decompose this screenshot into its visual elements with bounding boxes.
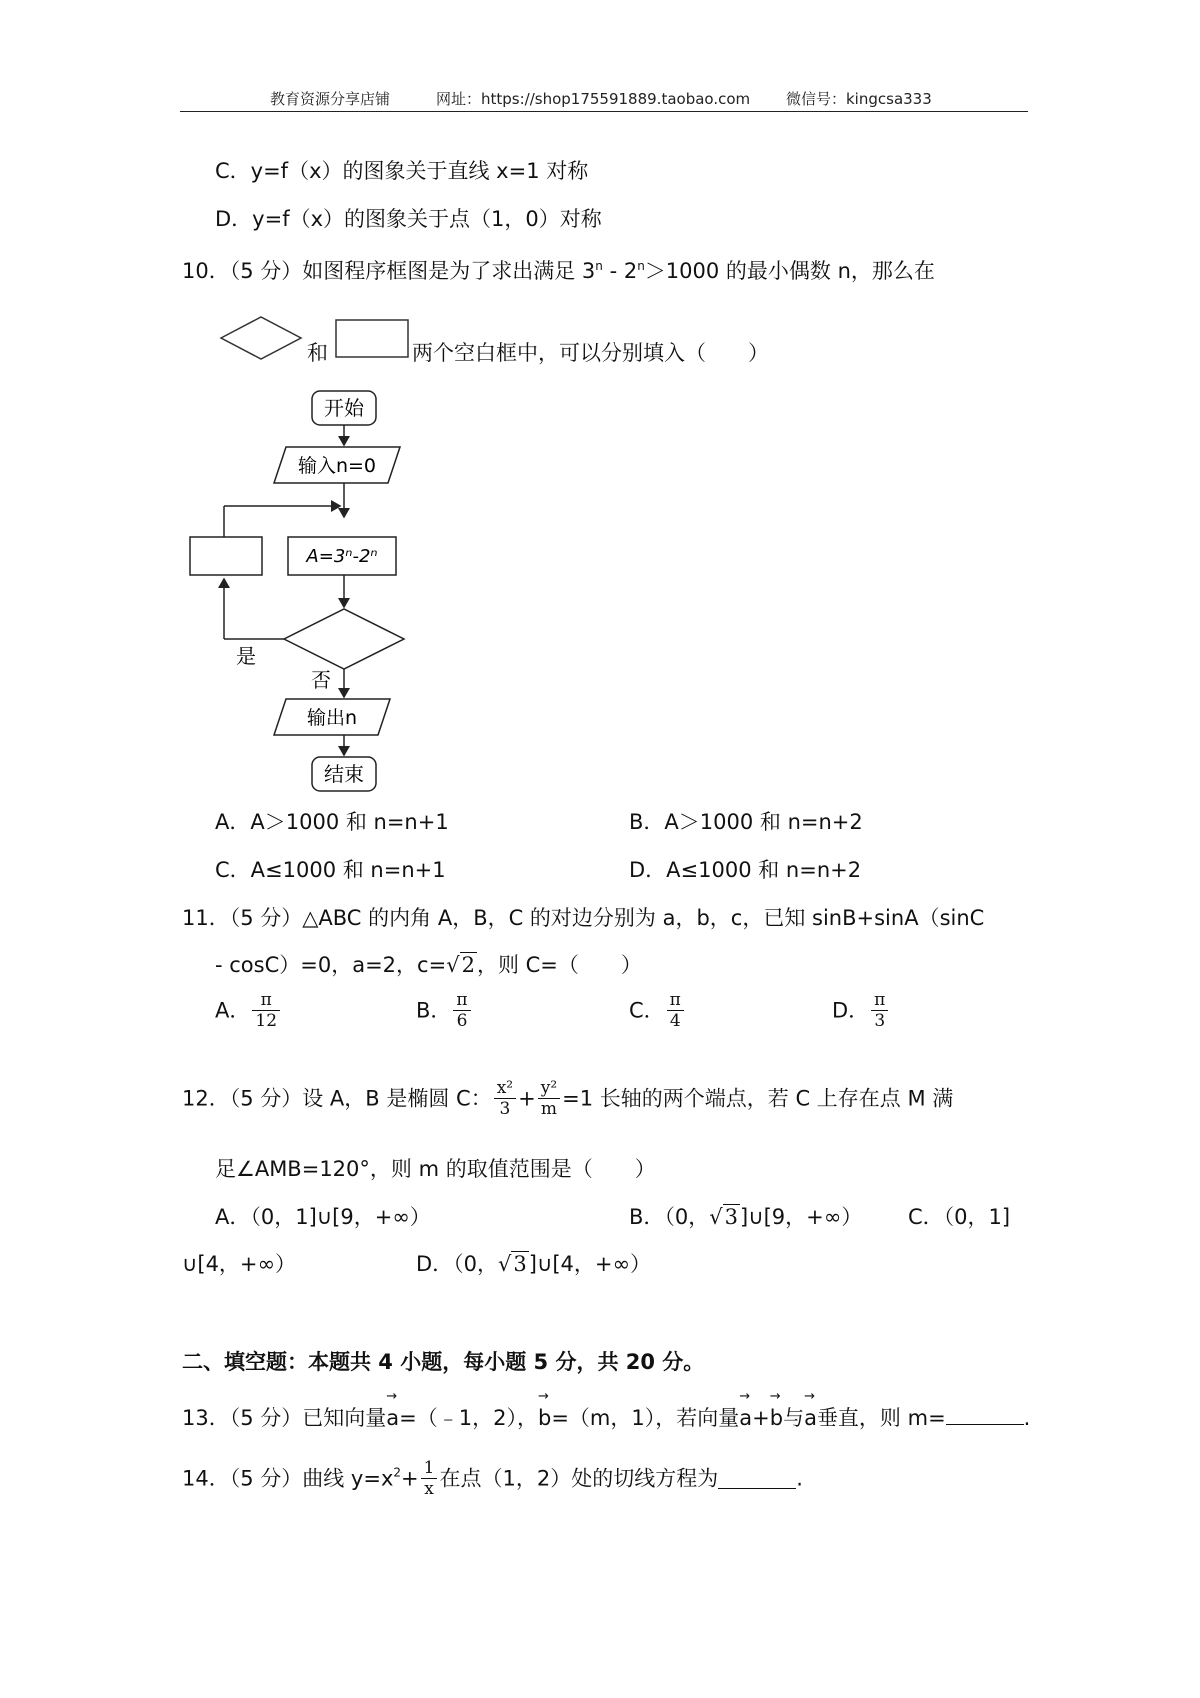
flow-decision-box [284, 609, 404, 669]
q11-option-a: A． $\frac{\pi}{12}$ [215, 990, 282, 1031]
q10-option-b: B．A＞1000 和 n=n+2 [629, 810, 863, 834]
flow-end-text: 结束 [324, 762, 364, 786]
q10-option-c: C．A≤1000 和 n=n+1 [215, 858, 446, 882]
blank-diamond-icon [218, 314, 304, 362]
q12-option-d: D．（0，√3]∪[4，+∞） [416, 1252, 652, 1276]
flow-start-text: 开始 [324, 396, 364, 420]
q12-option-a: A．（0，1]∪[9，+∞） [215, 1205, 431, 1229]
q11-option-b: B． $\frac{\pi}{6}$ [416, 990, 473, 1031]
section-2-title: 二、填空题：本题共 4 小题，每小题 5 分，共 20 分。 [182, 1350, 705, 1374]
blank-rectangle-icon [335, 319, 410, 359]
q12-line2: 足∠AMB=120°，则 m 的取值范围是（ ） [215, 1157, 656, 1181]
q12-line1: 12．（5 分）设 A，B 是椭圆 C： $\frac{\text{x²}}{3}$ + $\frac{\text{y²}}{m}$ =1 长轴的两个端点，若 C 上存在点 M 满 [182, 1078, 954, 1119]
flow-input-text: 输入n=0 [297, 455, 377, 477]
q10-line2: 两个空白框中，可以分别填入（ ） [412, 341, 769, 365]
q11-line1: 11．（5 分）△ABC 的内角 A，B，C 的对边分别为 a，b，c，已知 sinB+sinA（sinC [182, 906, 985, 930]
q10-option-a: A．A＞1000 和 n=n+1 [215, 810, 449, 834]
header-url: 网址：https://shop175591889.taobao.com [436, 90, 751, 108]
flowchart [180, 385, 420, 795]
flow-blank-box [190, 537, 262, 575]
q14-answer-blank [718, 1468, 796, 1489]
q13-text: 13．（5 分）已知向量→ a=（﹣1，2），→ b=（m，1），若向量→ a+→ b与→ a垂直，则 m= . [182, 1404, 1030, 1432]
q11-option-d: D． $\frac{\pi}{3}$ [832, 990, 890, 1031]
q9-option-d: D．y=f（x）的图象关于点（1，0）对称 [215, 207, 602, 231]
flow-assign-text: A=3ⁿ-2ⁿ [306, 546, 378, 567]
q11-line2: ‐ cosC）=0，a=2，c=√2，则 C=（ ） [215, 953, 642, 977]
q12-option-c: C．（0，1] [908, 1205, 1011, 1229]
flow-yes-label: 是 [236, 644, 256, 668]
q10-and: 和 [307, 341, 328, 365]
flow-no-label: 否 [311, 668, 331, 692]
q10-option-d: D．A≤1000 和 n=n+2 [629, 858, 862, 882]
header-wechat: 微信号：kingcsa333 [786, 90, 932, 108]
flow-output-text: 输出n [306, 707, 358, 729]
q10-stem: 10．（5 分）如图程序框图是为了求出满足 3$^n$ ‐ $2^n>1000$ 的最小偶数 n，那么在 [182, 259, 935, 283]
header-rule [180, 111, 1028, 112]
q12-option-c-cont: ∪[4，+∞） [182, 1252, 297, 1276]
q13-answer-blank [946, 1404, 1024, 1425]
q12-option-b: B．（0，√3]∪[9，+∞） [629, 1205, 863, 1229]
q11-option-c: C． $\frac{\pi}{4}$ [629, 990, 686, 1031]
header-shop: 教育资源分享店铺 [270, 90, 391, 108]
q14-text: 14．（5 分）曲线 $y=x^2+$ $\frac{1}{x}$ 在点（1，2）处的切线方程为 . [182, 1458, 803, 1499]
q9-option-c: C．y=f（x）的图象关于直线 x=1 对称 [215, 159, 589, 183]
